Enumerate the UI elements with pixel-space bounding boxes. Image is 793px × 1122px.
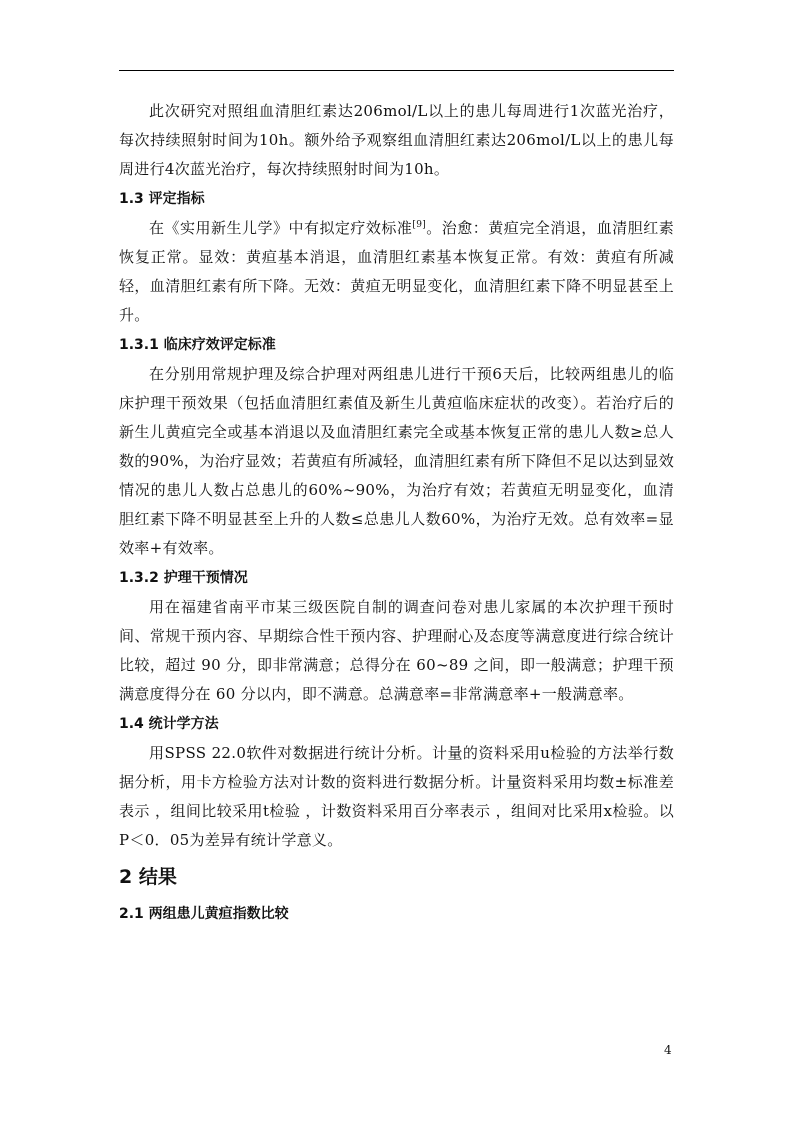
criteria-text-2: 。治愈：黄疸完全消退，血清胆红素恢复正常。显效：黄疸基本消退，血清胆红素基本恢复正常。有效：黄疸有所减轻，血清胆红素有所下降。无效：黄疸无明显变化，血清胆红素下降不明显甚至上升。 [119,219,674,324]
paragraph-criteria [119,214,674,330]
page-body [119,97,674,929]
heading-2-1: 2.1 两组患儿黄疸指数比较 [119,906,289,922]
paragraph-nursing-intervention: 用在福建省南平市某三级医院自制的调查问卷对患儿家属的本次护理干预时间、常规干预内容、早期综合性干预内容、护理耐心及态度等满意度进行综合统计比较，超过 90 分，即非常满意；总得分在 60~89 之间，即一般满意；护理干预满意度得分在 60 分以内，即不满意。总满意率=非常满意率+一般满意率。 [119,598,674,703]
heading-1-3-2: 1.3.2 护理干预情况 [119,570,248,586]
paragraph-phototherapy: 此次研究对照组血清胆红素达206mol/L以上的患儿每周进行1次蓝光治疗，每次持续照射时间为10h。额外给予观察组血清胆红素达206mol/L以上的患儿每周进行4次蓝光治疗，每次持续照射时间为10h。 [119,102,674,178]
page-number: 4 [664,1043,672,1057]
citation-ref: [9] [412,220,427,230]
heading-2: 2 结果 [119,866,177,888]
paragraph-clinical-efficacy: 在分别用常规护理及综合护理对两组患儿进行干预6天后，比较两组患儿的临床护理干预效果（包括血清胆红素值及新生儿黄疸临床症状的改变）。若治疗后的新生儿黄疸完全或基本消退以及血清胆红素完全或基本恢复正常的患儿人数≥总人数的90%，为治疗显效；若黄疸有所减轻，血清胆红素有所下降但不足以达到显效情况的患儿人数占总患儿的60%~90%，为治疗有效；若黄疸无明显变化，血清胆红素下降不明显甚至上升的人数≤总患儿人数60%，为治疗无效。总有效率=显效率+有效率。 [119,365,674,557]
criteria-text-1: 在《实用新生儿学》中有拟定疗效标准 [149,219,413,237]
heading-1-3-1: 1.3.1 临床疗效评定标准 [119,337,276,353]
header-rule [119,70,674,71]
heading-1-3: 1.3 评定指标 [119,191,205,207]
paragraph-statistics: 用SPSS 22.0软件对数据进行统计分析。计量的资料采用u检验的方法举行数据分析，用卡方检验方法对计数的资料进行数据分析。计量资料采用均数±标准差表示 ，组间比较采用t检验 ，计数资料采用百分率表示 ，组间对比采用x检验。以 P＜0．05为差异有统计学意义。 [119,744,674,849]
heading-1-4: 1.4 统计学方法 [119,716,219,732]
